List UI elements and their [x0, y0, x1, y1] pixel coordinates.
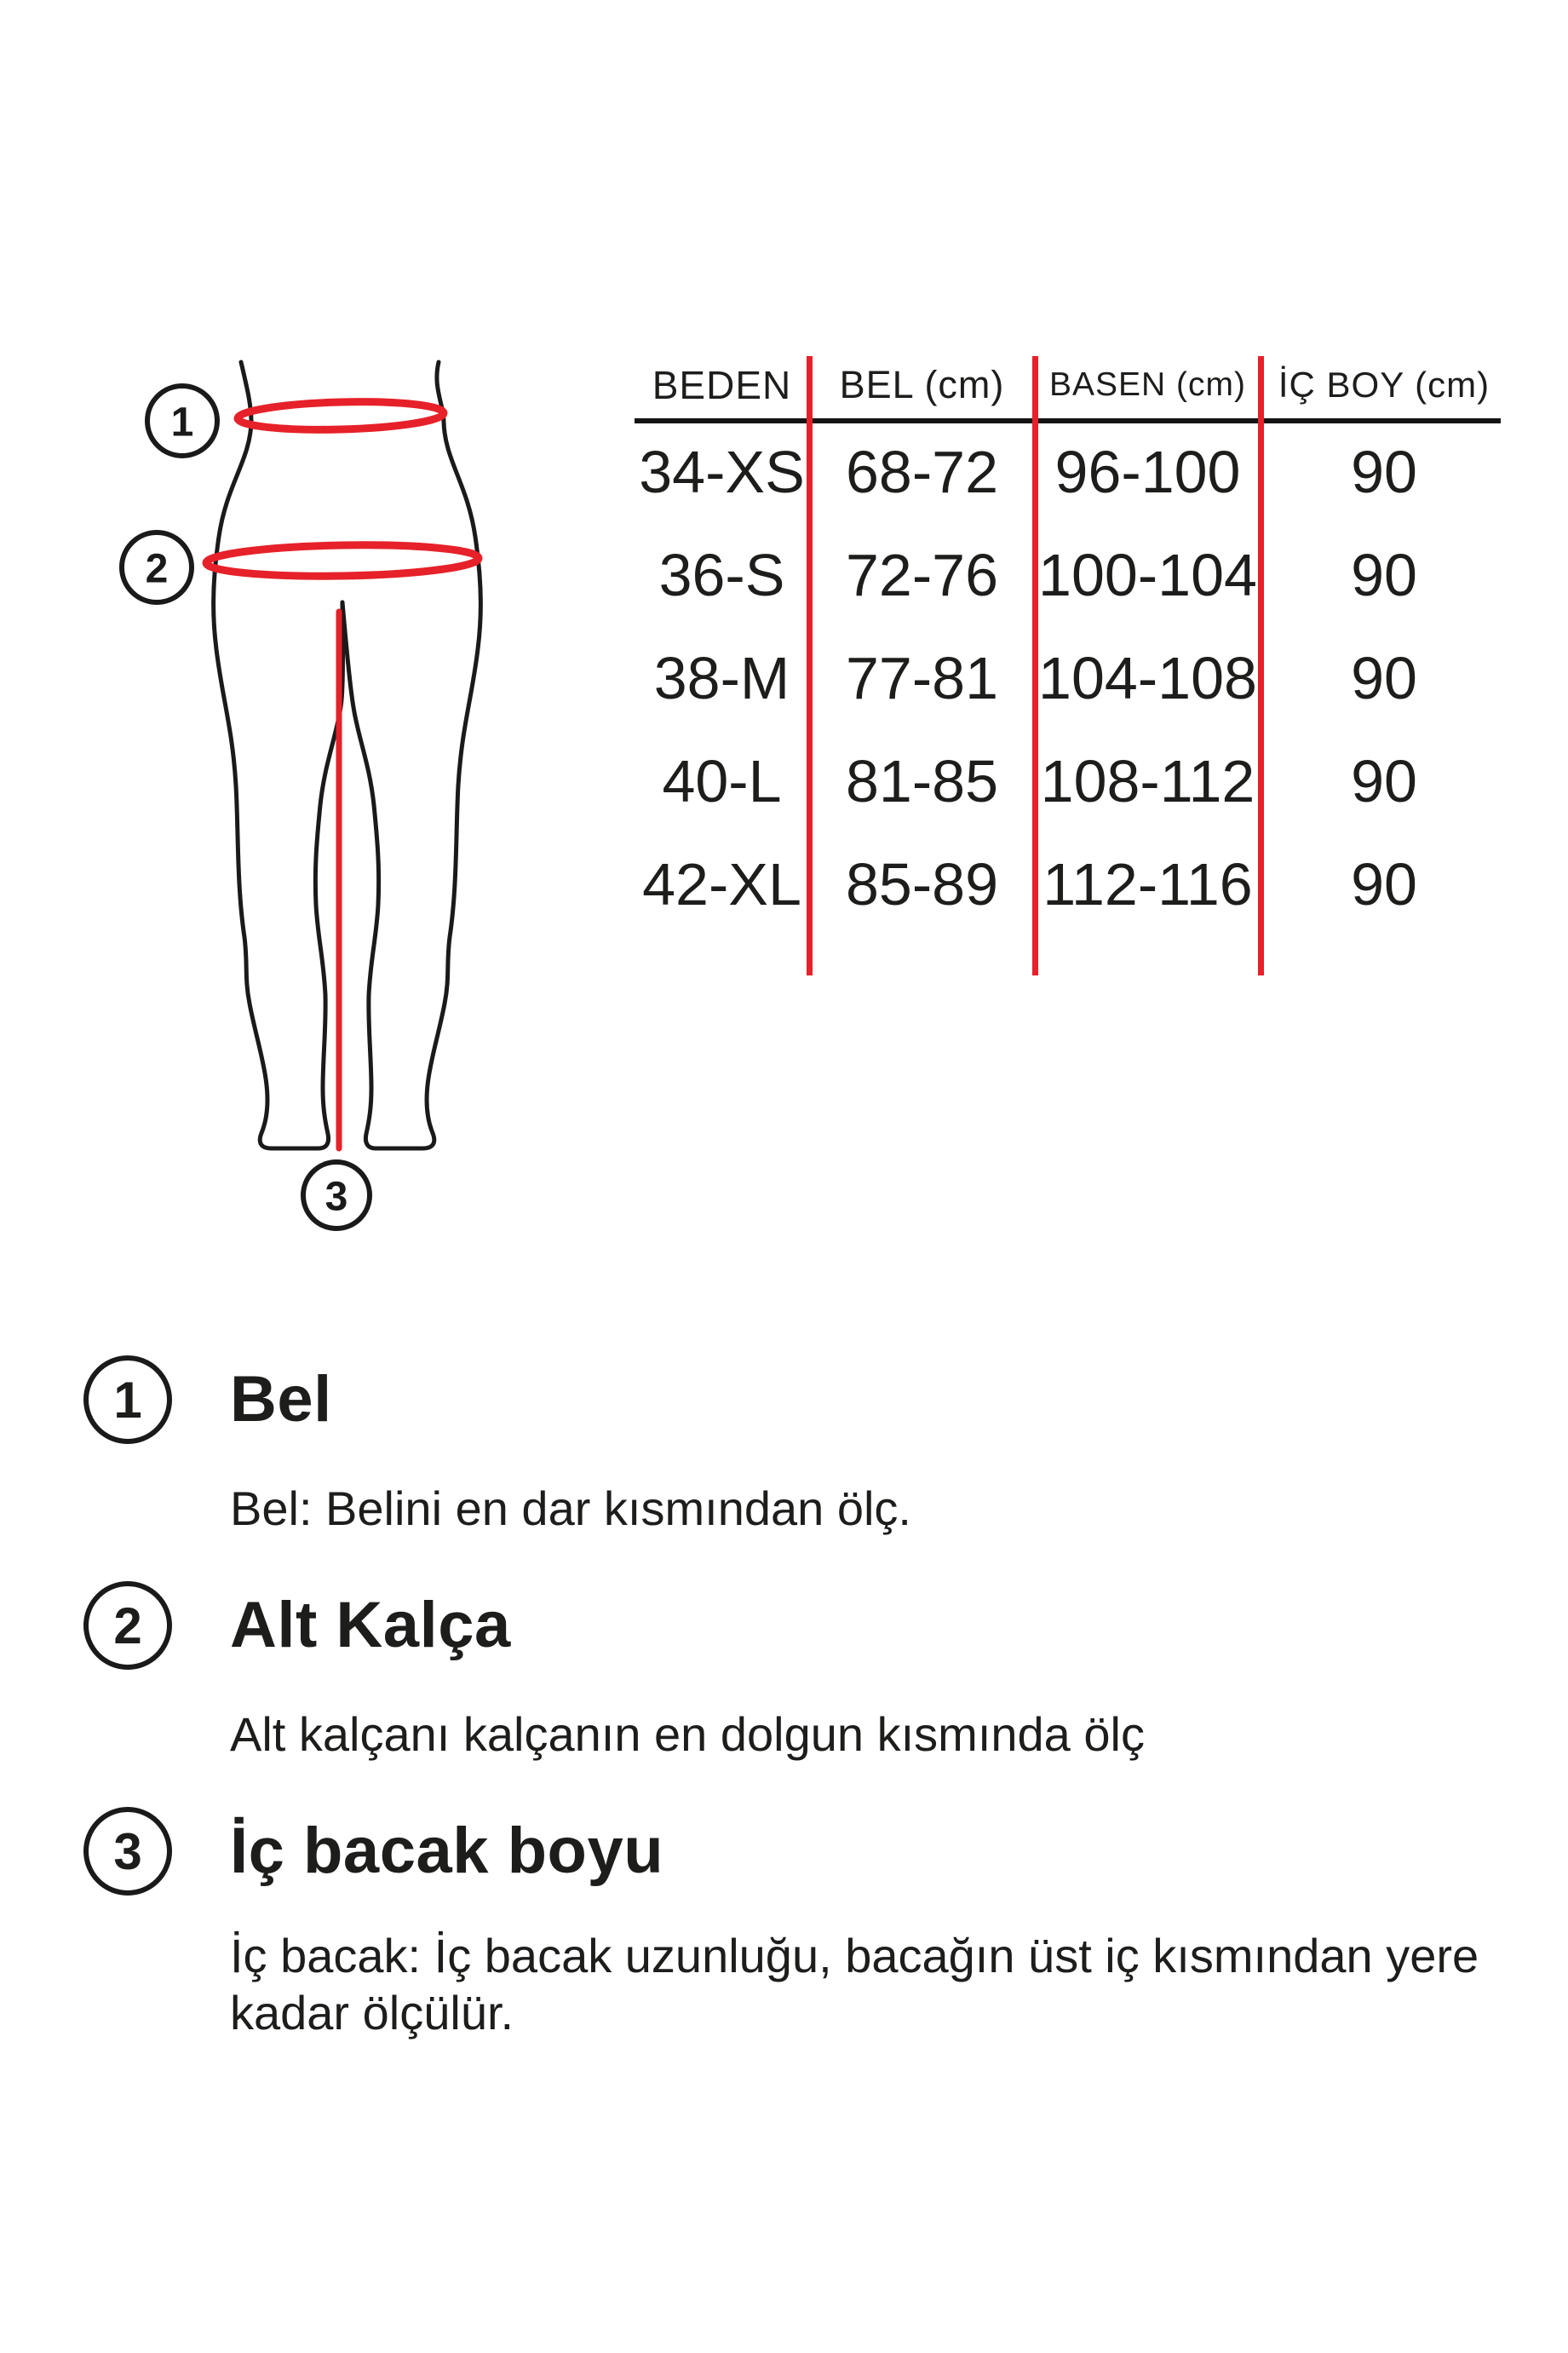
- table-cell-size: 40-L: [662, 747, 782, 814]
- marker-3: [303, 1162, 370, 1228]
- section-2-number: 2: [113, 1596, 142, 1654]
- section-2-title: Alt Kalça: [230, 1589, 511, 1661]
- table-cell-basen: 96-100: [1054, 438, 1241, 505]
- table-cell-bel: 81-85: [845, 747, 999, 814]
- table-cell-bel: 72-76: [845, 541, 999, 608]
- table-cell-size: 34-XS: [639, 438, 805, 505]
- table-cell-size: 38-M: [653, 644, 790, 711]
- table-cell-icboy: 90: [1351, 438, 1417, 505]
- table-cell-bel: 77-81: [845, 644, 999, 711]
- section-3-title: İç bacak boyu: [230, 1815, 664, 1887]
- marker-1: [147, 386, 217, 456]
- table-row: [635, 523, 1508, 626]
- body-outline-left: [214, 362, 343, 1148]
- table-row: [635, 729, 1508, 832]
- size-table: [635, 349, 1508, 980]
- table-row: [635, 420, 1508, 523]
- section-3-number-badge: [83, 1807, 172, 1896]
- table-cell-icboy: 90: [1351, 644, 1417, 711]
- body-outline-right: [342, 362, 480, 1148]
- table-cell-size: 36-S: [658, 541, 785, 608]
- description-line: kadar ölçülür.: [230, 1986, 514, 2039]
- section-3-description: [230, 1927, 1479, 2041]
- body-measurement-diagram: [68, 341, 596, 1295]
- section-2-number-badge: [83, 1581, 172, 1670]
- table-cell-bel: 68-72: [845, 438, 999, 505]
- table-cell-bel: 85-89: [845, 850, 999, 918]
- table-row: [635, 832, 1508, 935]
- column-divider-1: [807, 356, 813, 975]
- marker-2-number: 2: [145, 546, 169, 592]
- header-basen: BASEN (cm): [1048, 365, 1246, 403]
- header-ic-boy: İÇ BOY (cm): [1278, 364, 1490, 405]
- marker-2: [122, 532, 192, 602]
- header-beden: BEDEN: [652, 362, 792, 407]
- table-cell-icboy: 90: [1351, 747, 1417, 814]
- table-cell-basen: 104-108: [1038, 644, 1257, 711]
- column-divider-2: [1032, 356, 1038, 975]
- section-1-number: 1: [113, 1371, 142, 1429]
- header-bel: BEL (cm): [839, 362, 1005, 406]
- table-cell-size: 42-XL: [642, 850, 801, 918]
- waist-measure-line: [238, 400, 445, 432]
- section-1-number-badge: [83, 1355, 172, 1444]
- marker-1-number: 1: [170, 400, 194, 446]
- description-line: Bel: Belini en dar kısmından ölç.: [230, 1481, 911, 1535]
- hip-measure-line: [206, 543, 480, 578]
- section-2-description: [230, 1706, 1145, 1763]
- column-divider-3: [1258, 356, 1264, 975]
- size-table-header-row: [635, 349, 1508, 420]
- table-row: [635, 626, 1508, 729]
- header-underline: [635, 418, 1501, 423]
- table-cell-basen: 108-112: [1040, 747, 1255, 814]
- section-3-number: 3: [113, 1822, 142, 1880]
- table-cell-icboy: 90: [1351, 850, 1417, 918]
- table-cell-icboy: 90: [1351, 541, 1417, 608]
- table-cell-basen: 100-104: [1038, 541, 1257, 608]
- section-1-description: [230, 1480, 911, 1537]
- table-cell-basen: 112-116: [1042, 850, 1253, 918]
- marker-3-number: 3: [325, 1174, 348, 1220]
- description-line: İç bacak: İç bacak uzunluğu, bacağın üst iç kısmından yere: [230, 1929, 1479, 1982]
- description-line: Alt kalçanı kalçanın en dolgun kısmında ölç: [230, 1707, 1145, 1761]
- section-1-title: Bel: [230, 1363, 332, 1435]
